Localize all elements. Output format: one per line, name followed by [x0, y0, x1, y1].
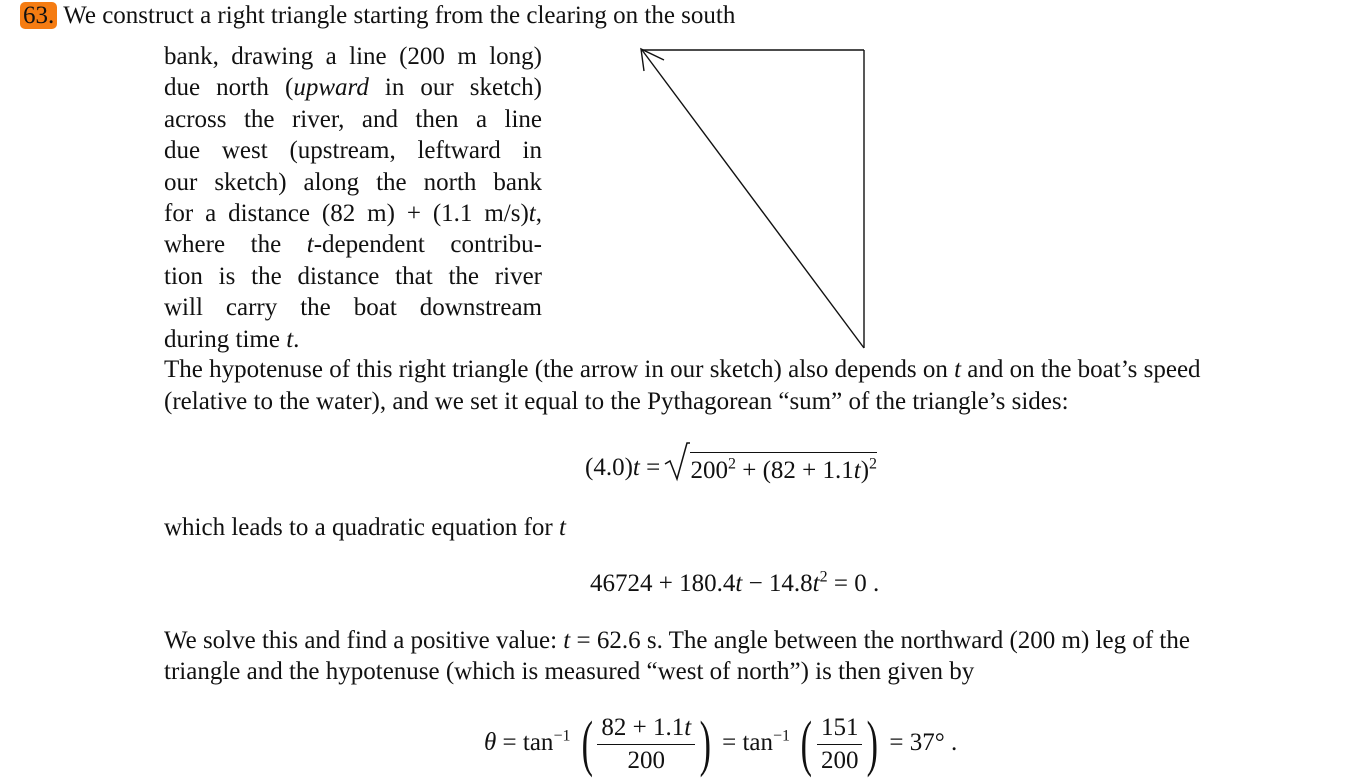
column-line: bank, drawing a line (200 m long) [164, 43, 542, 70]
column-line: tion is the distance that the river [164, 263, 542, 290]
column-line: due west (upstream, leftward in [164, 137, 542, 164]
column-line: across the river, and then a line [164, 106, 542, 133]
paragraph-3: which leads to a quadratic equation for t [164, 514, 566, 541]
column-line: for a distance (82 m) + (1.1 m/s)t, [164, 200, 542, 227]
hypotenuse-arrow [642, 50, 864, 348]
fraction-1: $\frac{82 + 1.1t}{200}$ [597, 712, 695, 777]
paragraph-2-line-1: The hypotenuse of this right triangle (the arrow in our sketch) also depends on t and on the boat’s speed [164, 356, 1201, 383]
fraction-2: $\frac{151}{200}$ [817, 712, 863, 777]
column-line: due north (upward in our sketch) [164, 74, 542, 101]
paragraph-4-line-1: We solve this and find a positive value: t = 62.6 s. The angle between the northward (200 m) leg of the [164, 627, 1190, 654]
radical-sign-icon [664, 442, 690, 482]
equation-1: (4.0)t = $200^2 + (82 + 1.1t)^2$ [585, 452, 877, 486]
column-line: where the t-dependent contribu- [164, 231, 542, 258]
problem-number-badge: 63. [20, 2, 57, 29]
problem-intro-text: We construct a right triangle starting from the clearing on the south [63, 2, 736, 29]
equation-3: $\theta = \tan^{-1}$ ( $\frac{82 + 1.1t}{200}$ ) = $\tan^{-1}$ ( $\frac{151}{200}$ ) = 37° . [484, 710, 958, 778]
column-line: our sketch) along the north bank [164, 169, 542, 196]
equation-2: $46724 + 180.4t - 14.8t^2 = 0$ . [590, 568, 880, 597]
paragraph-4-line-2: triangle and the hypotenuse (which is measured “west of north”) is then given by [164, 658, 975, 685]
column-line: during time t. [164, 326, 300, 353]
problem-intro-line [20, 0, 735, 31]
column-line: will carry the boat downstream [164, 294, 542, 321]
sqrt-symbol: $200^2 + (82 + 1.1t)^2$ [666, 452, 877, 486]
triangle-sketch [630, 40, 880, 360]
paragraph-2-line-2: (relative to the water), and we set it equal to the Pythagorean “sum” of the triangle’s sides: [164, 388, 1069, 415]
